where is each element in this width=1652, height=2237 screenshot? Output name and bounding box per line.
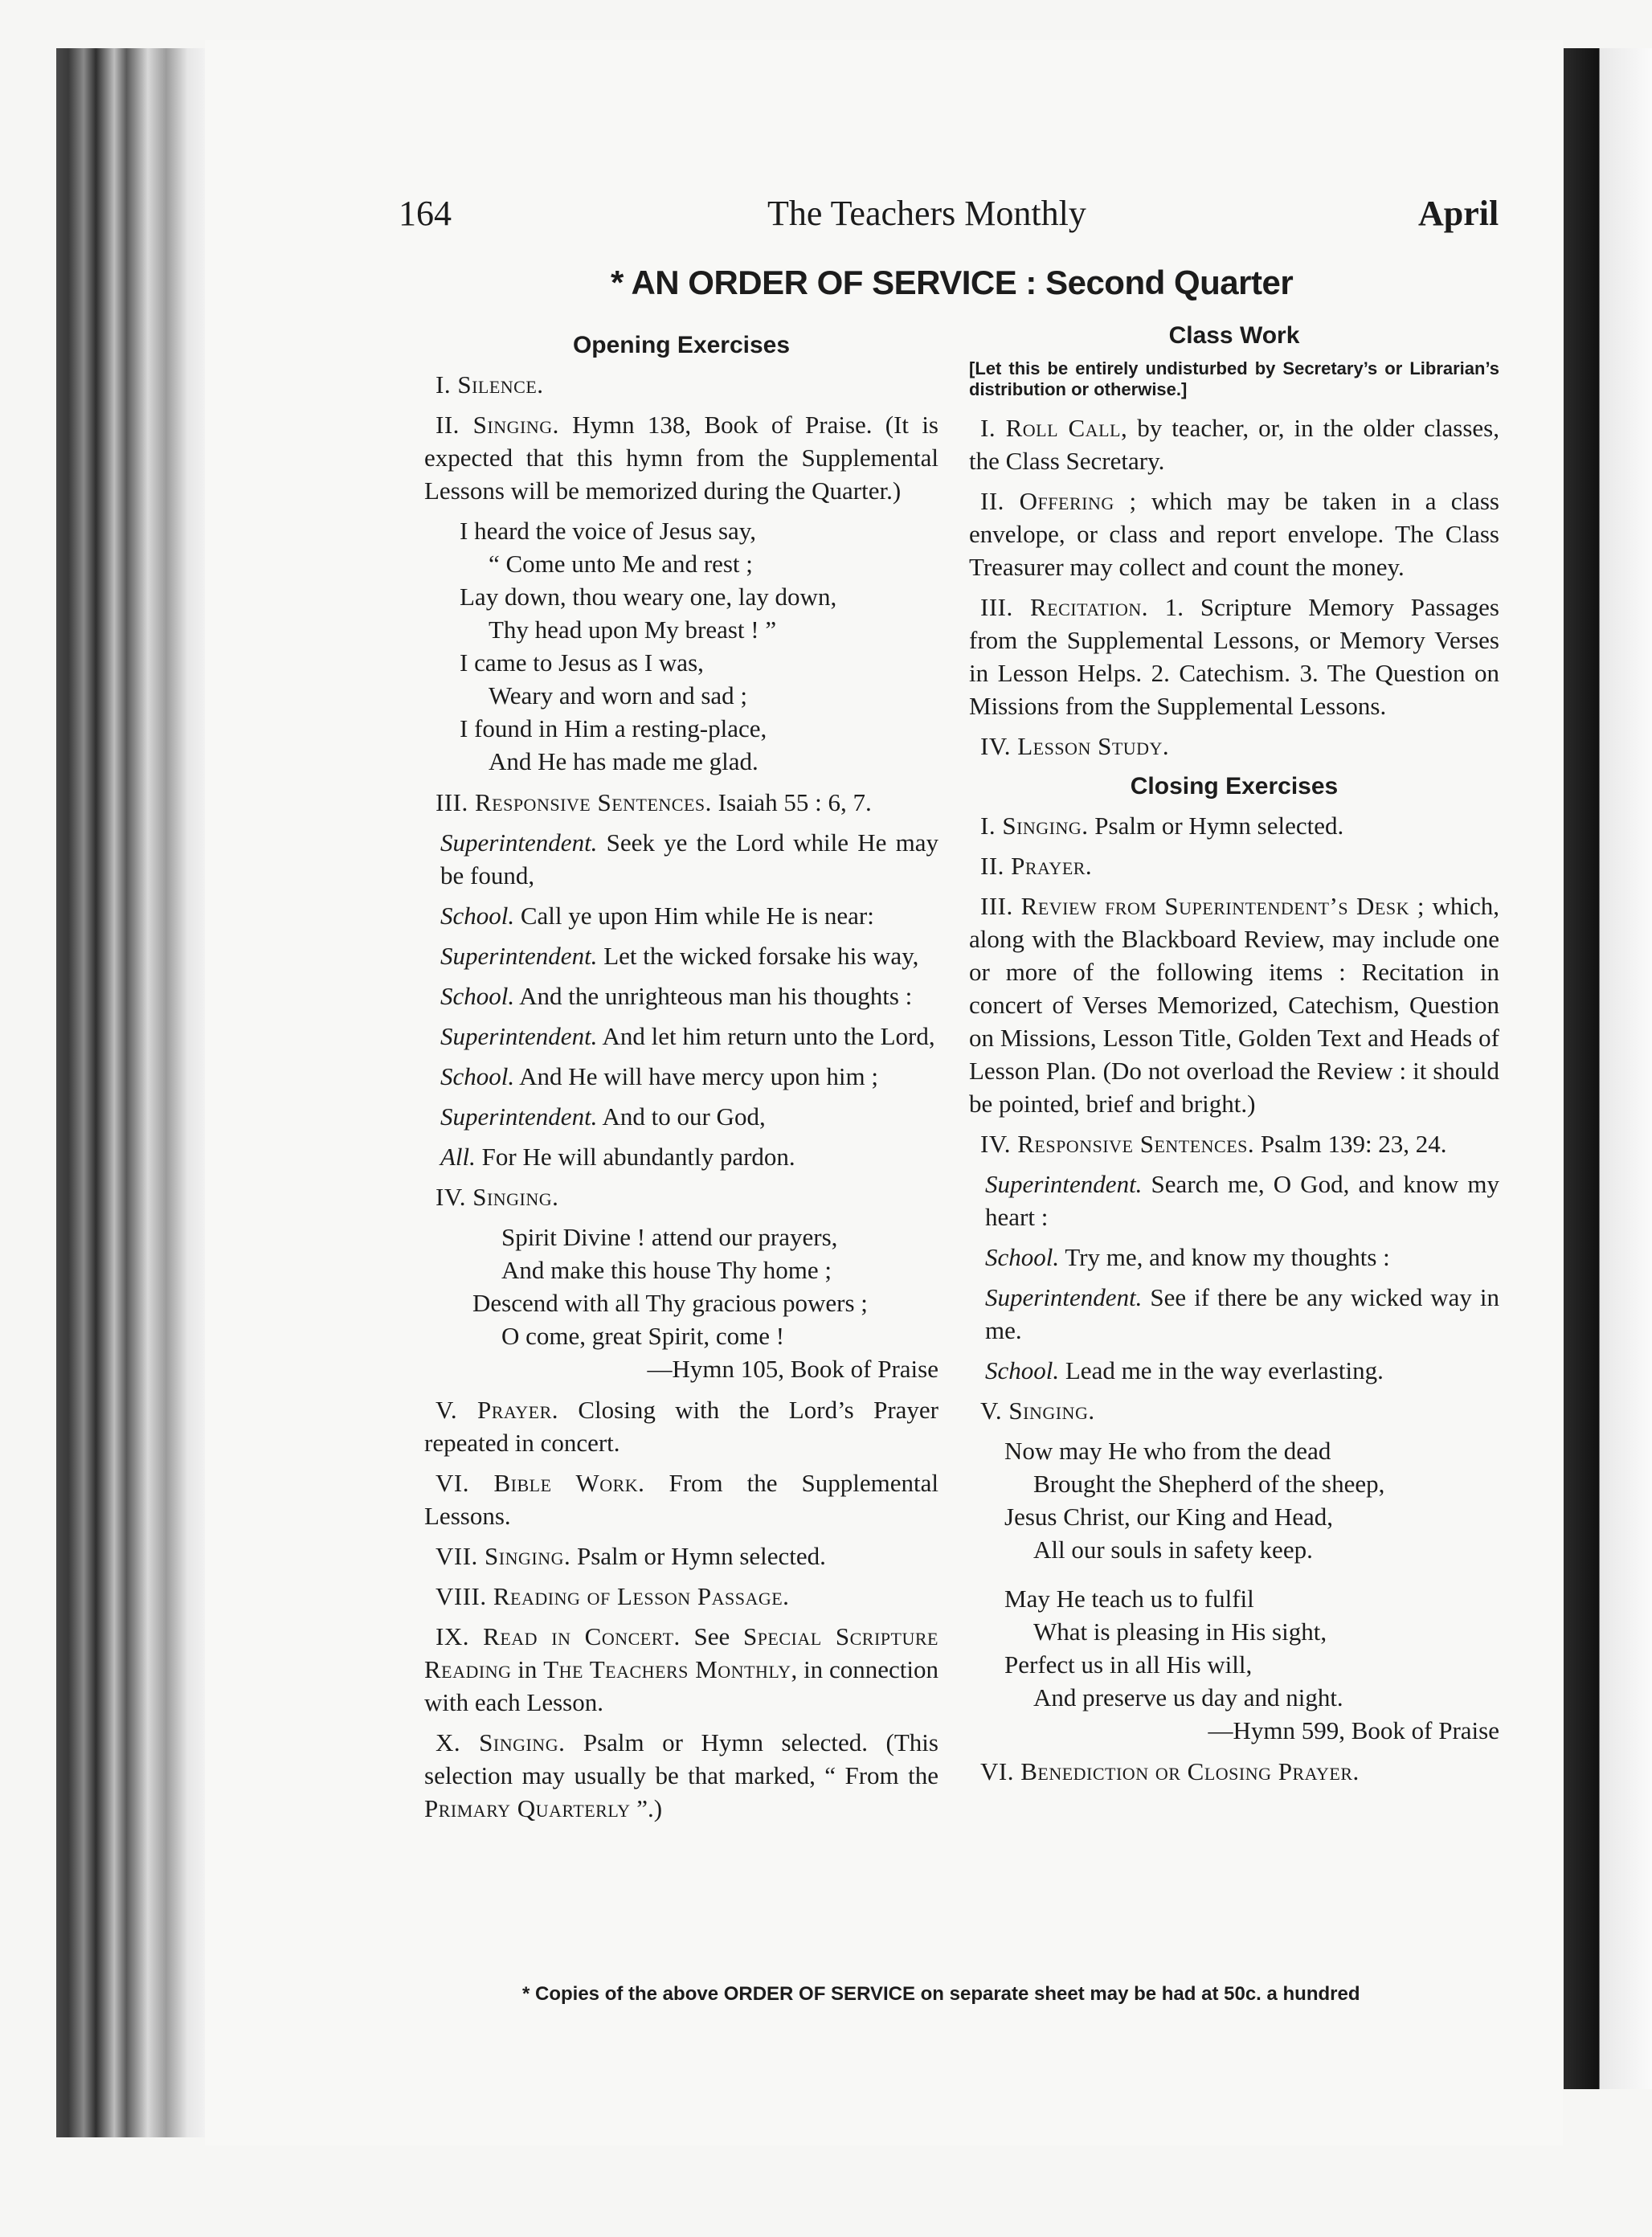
- verse-line: All our souls in safety keep.: [1033, 1536, 1313, 1564]
- running-month: April: [1418, 194, 1499, 233]
- book-edge-right: [1564, 48, 1652, 2089]
- verse-line: And He has made me glad.: [489, 747, 759, 775]
- item-text: by teacher, or, in the older classes, the Class Secretary.: [969, 414, 1499, 475]
- response-text: And the unrighteous man his thoughts :: [514, 982, 913, 1010]
- item-singing-1: [424, 408, 938, 507]
- verse-line: May He teach us to fulfil: [1004, 1585, 1254, 1613]
- response-text: For He will abundantly pardon.: [475, 1143, 795, 1171]
- item-text: 1. Scripture Memory Passages from the Supplemental Lessons, or Memory Verses in Lesson Helps. 2. Catechism. 3. The Question on Missions from the Supplemental Lessons.: [969, 593, 1499, 720]
- verse-line: Descend with all Thy gracious powers ;: [472, 1289, 868, 1317]
- item-label: V. Prayer.: [435, 1396, 559, 1424]
- item-label: VI. Bible Work.: [435, 1469, 645, 1497]
- response-line: [424, 826, 938, 892]
- item-closing-prayer: II. Prayer.: [980, 852, 1093, 880]
- verse-line: I found in Him a resting-place,: [460, 714, 767, 742]
- item-text: which may be taken in a class envelope, or class and report envelope. The Class Treasurer may collect and count the money.: [969, 487, 1499, 581]
- item-text: Isaiah 55 : 6, 7.: [711, 788, 872, 816]
- item-label: X. Singing.: [435, 1728, 566, 1756]
- item-closing-singing: [969, 809, 1499, 842]
- book-edge-left: [56, 48, 209, 2137]
- item-text: Closing with the Lord’s Prayer repeated in concert.: [424, 1396, 938, 1457]
- speaker: School.: [985, 1356, 1060, 1384]
- footnote: * Copies of the above ORDER OF SERVICE on separate sheet may be had at 50c. a hundred: [522, 1983, 1360, 2005]
- verse-line: Weary and worn and sad ;: [489, 681, 748, 710]
- speaker: Superintendent.: [985, 1170, 1143, 1198]
- speaker: School.: [440, 1062, 515, 1090]
- verse-line: I heard the voice of Jesus say,: [460, 517, 757, 545]
- item-offering: [969, 485, 1499, 583]
- item-text: which, along with the Blackboard Review, may include one or more of the following items : Recitation in concert of Verses Memorized, Catechism, Question on Missions, Lesson Title, Golden Text and Heads of Lesson Plan. (Do not overload the Review : it should be pointed, brief and bright.): [969, 892, 1499, 1118]
- response-line: [424, 1140, 938, 1173]
- item-roll-call: [969, 411, 1499, 477]
- item-text: Psalm or Hymn selected.: [1088, 812, 1344, 840]
- verse-line: Spirit Divine ! attend our prayers,: [501, 1223, 838, 1251]
- item-recitation: [969, 591, 1499, 722]
- item-singing-2: IV. Singing.: [435, 1183, 559, 1211]
- item-prayer: [424, 1393, 938, 1459]
- right-column: [969, 316, 1499, 1795]
- item-singing-4: [424, 1726, 938, 1825]
- speaker: School.: [440, 982, 515, 1010]
- verse-line: Jesus Christ, our King and Head,: [1004, 1503, 1333, 1531]
- hymn-verse-4: [969, 1582, 1499, 1747]
- class-work-note: [Let this be entirely undisturbed by Secretary’s or Librarian’s distribution or otherwise.]: [969, 358, 1499, 399]
- item-reading: VIII. Reading of Lesson Passage.: [435, 1582, 790, 1610]
- verse-line: And preserve us day and night.: [1033, 1683, 1343, 1711]
- speaker: Superintendent.: [440, 942, 598, 970]
- item-singing-3: [424, 1540, 938, 1572]
- item-label: III. Review from Superintendent’s Desk ;: [980, 892, 1425, 920]
- item-silence: I. Silence.: [435, 370, 544, 399]
- response-text: Lead me in the way everlasting.: [1059, 1356, 1384, 1384]
- item-text: Special Scripture Reading: [424, 1622, 938, 1683]
- response-line: [424, 899, 938, 932]
- class-work-heading: Class Work: [1168, 322, 1300, 349]
- verse-line: O come, great Spirit, come !: [501, 1322, 785, 1350]
- item-text: Psalm or Hymn selected.: [570, 1542, 826, 1570]
- verse-line: Now may He who from the dead: [1004, 1437, 1331, 1465]
- item-label: III. Recitation.: [980, 593, 1149, 621]
- opening-exercises-heading: Opening Exercises: [572, 332, 791, 358]
- item-benediction: VI. Benediction or Closing Prayer.: [980, 1757, 1360, 1785]
- hymn-attribution: —Hymn 105, Book of Praise: [647, 1355, 938, 1383]
- response-text: Try me, and know my thoughts :: [1059, 1243, 1390, 1271]
- item-lesson-study: IV. Lesson Study.: [980, 732, 1170, 760]
- hymn-verse-1: [424, 514, 938, 778]
- item-read-in-concert: [424, 1620, 938, 1719]
- speaker: All.: [440, 1143, 476, 1171]
- item-text: ”.): [630, 1794, 663, 1822]
- response-line: [969, 1354, 1499, 1387]
- item-label: IX. Read in Concert.: [435, 1622, 681, 1650]
- response-line: [424, 979, 938, 1012]
- speaker: Superintendent.: [440, 828, 598, 857]
- response-text: See if there be any wicked way in me.: [985, 1283, 1499, 1344]
- verse-line: What is pleasing in His sight,: [1033, 1617, 1327, 1646]
- item-responsive-2: [969, 1127, 1499, 1160]
- speaker: School.: [440, 902, 515, 930]
- item-text: Primary Quarterly: [424, 1794, 631, 1822]
- item-label: I. Singing.: [980, 812, 1089, 840]
- hymn-attribution: —Hymn 599, Book of Praise: [1208, 1716, 1499, 1744]
- item-text: Psalm or Hymn selected. (This selection may usually be that marked, “ From the: [424, 1728, 938, 1789]
- response-line: [424, 1060, 938, 1093]
- item-text: , in connection with each Lesson.: [424, 1655, 938, 1716]
- item-label: IV. Responsive Sentences.: [980, 1130, 1255, 1158]
- response-text: And to our God,: [597, 1102, 766, 1131]
- response-line: [424, 939, 938, 972]
- item-bible-work: [424, 1466, 938, 1532]
- response-text: Let the wicked forsake his way,: [597, 942, 919, 970]
- response-text: Seek ye the Lord while He may be found,: [440, 828, 938, 889]
- item-text: Hymn 138, Book of Praise. (It is expected that this hymn from the Supplemental Lessons will be memorized during the Quarter.): [424, 411, 938, 505]
- verse-line: Brought the Shepherd of the sheep,: [1033, 1470, 1385, 1498]
- verse-line: I came to Jesus as I was,: [460, 648, 704, 677]
- page-title: * AN ORDER OF SERVICE : Second Quarter: [611, 264, 1294, 301]
- item-label: I. Roll Call,: [980, 414, 1128, 442]
- page-number: 164: [399, 194, 452, 233]
- verse-line: Thy head upon My breast ! ”: [489, 615, 777, 644]
- hymn-verse-3: [969, 1434, 1499, 1566]
- response-text: Search me, O God, and know my heart :: [985, 1170, 1499, 1231]
- response-text: And let him return unto the Lord,: [597, 1022, 935, 1050]
- verse-line: And make this house Thy home ;: [501, 1256, 832, 1284]
- hymn-verse-2: [424, 1221, 938, 1385]
- item-text: See: [680, 1622, 743, 1650]
- speaker: Superintendent.: [440, 1102, 598, 1131]
- item-text: in: [511, 1655, 544, 1683]
- response-line: [969, 1168, 1499, 1233]
- verse-line: “ Come unto Me and rest ;: [489, 550, 753, 578]
- item-text: The Teachers Monthly: [543, 1655, 791, 1683]
- item-responsive-1: [424, 786, 938, 819]
- item-text: From the Supplemental Lessons.: [424, 1469, 938, 1530]
- response-text: Call ye upon Him while He is near:: [514, 902, 874, 930]
- item-review: [969, 889, 1499, 1120]
- running-title: The Teachers Monthly: [767, 194, 1086, 233]
- speaker: School.: [985, 1243, 1060, 1271]
- response-text: And He will have mercy upon him ;: [514, 1062, 878, 1090]
- response-line: [969, 1281, 1499, 1347]
- left-column: [424, 325, 938, 1832]
- item-label: VII. Singing.: [435, 1542, 571, 1570]
- response-line: [424, 1020, 938, 1053]
- response-line: [424, 1100, 938, 1133]
- speaker: Superintendent.: [985, 1283, 1143, 1311]
- response-line: [969, 1241, 1499, 1274]
- verse-line: Perfect us in all His will,: [1004, 1650, 1253, 1679]
- verse-line: Lay down, thou weary one, lay down,: [460, 583, 837, 611]
- item-closing-singing-2: V. Singing.: [980, 1397, 1095, 1425]
- item-label: II. Offering ;: [980, 487, 1137, 515]
- speaker: Superintendent.: [440, 1022, 598, 1050]
- item-text: Psalm 139: 23, 24.: [1254, 1130, 1447, 1158]
- item-label: III. Responsive Sentences.: [435, 788, 712, 816]
- item-label: II. Singing.: [435, 411, 559, 439]
- closing-exercises-heading: Closing Exercises: [1130, 773, 1339, 800]
